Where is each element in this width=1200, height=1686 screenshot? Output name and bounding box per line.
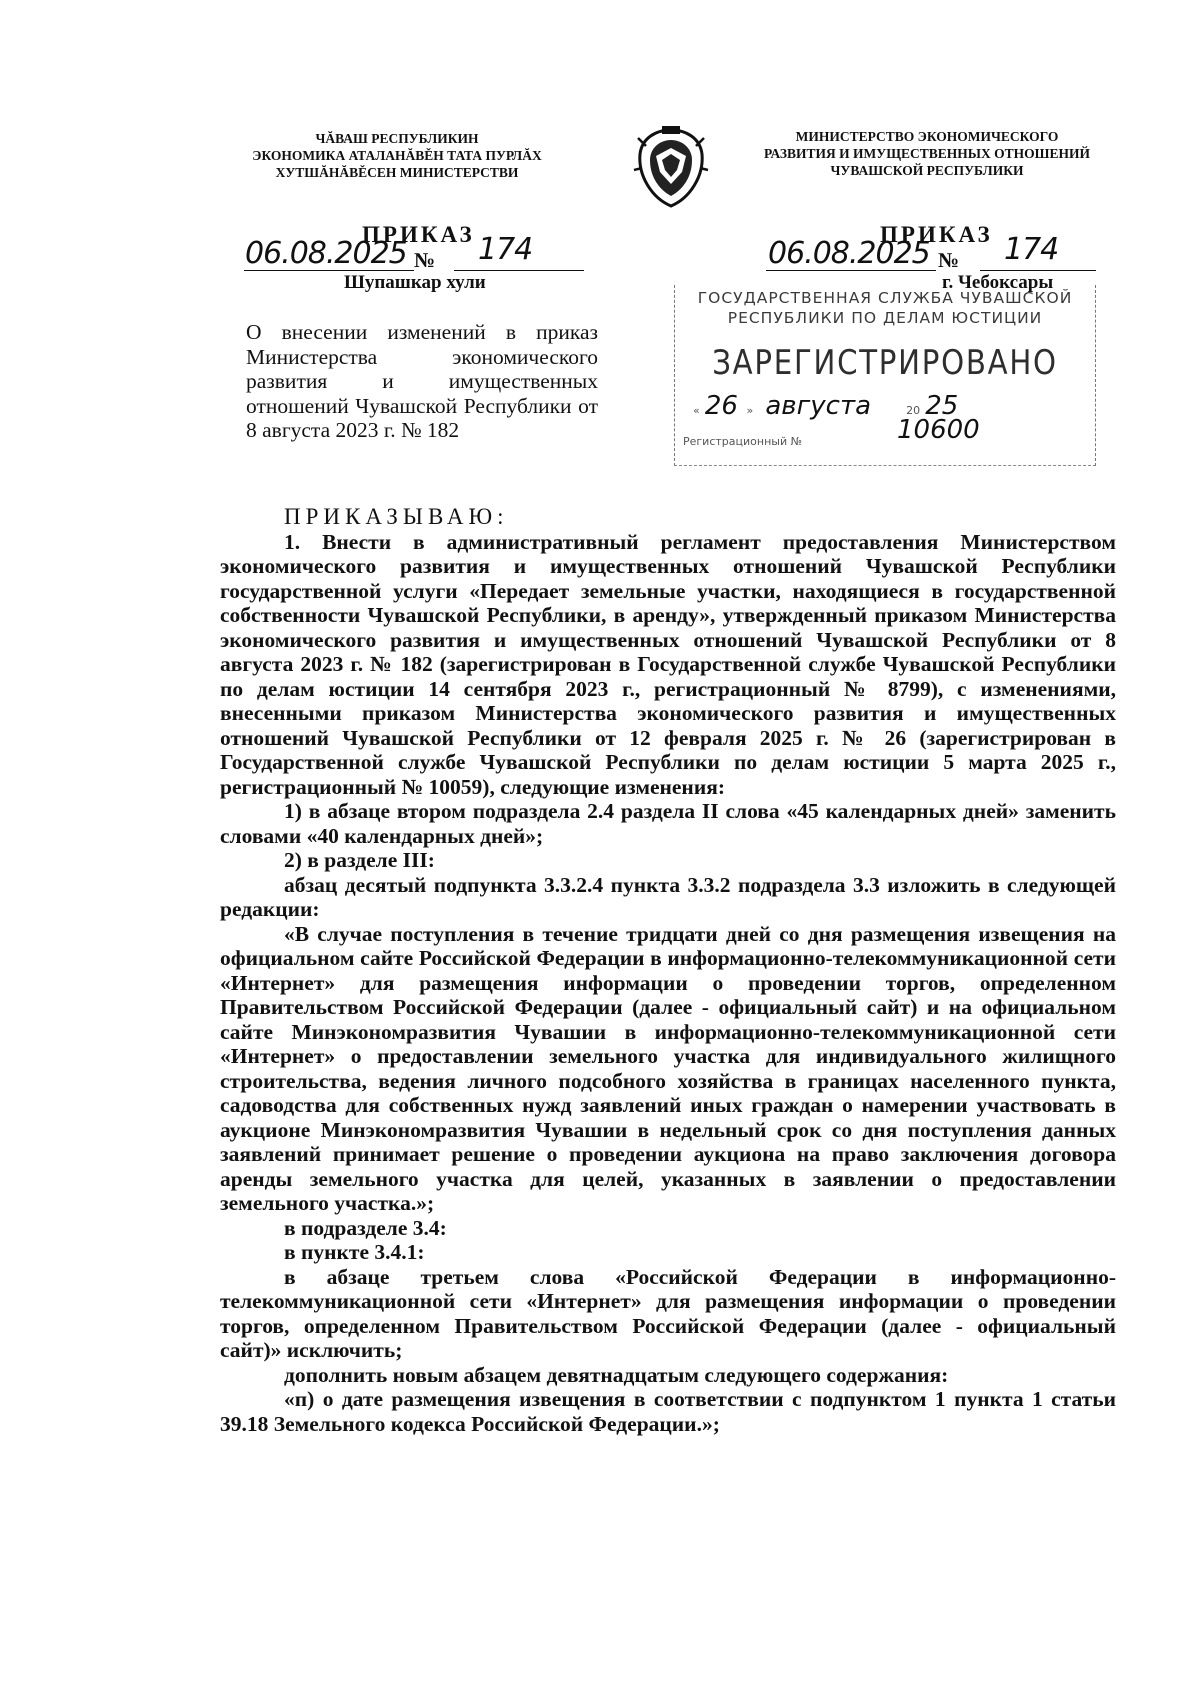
stamp-year-prefix: 20: [906, 404, 921, 417]
body-paragraph: в абзаце третьем слова «Российской Федерации в информационно-телекоммуникационной сети «Интернет» для размещения информации о проведении торгов, определенном Правительством Российской Федерации (далее - официальный сайт)» исключить;: [220, 1264, 1116, 1362]
stamp-day: 26: [704, 391, 738, 421]
number-label-left: №: [414, 248, 436, 272]
number-label-right: №: [938, 248, 960, 272]
body-paragraph: 1) в абзаце втором подраздела 2.4 раздела II слова «45 календарных дней» заменить словами «40 календарных дней»;: [220, 799, 1116, 848]
org-name-chuvash: [232, 130, 562, 181]
org-line: РАЗВИТИЯ И ИМУЩЕСТВЕННЫХ ОТНОШЕНИЙ: [763, 146, 1091, 161]
stamp-reg-number: 10600: [897, 415, 980, 445]
order-word-right: ПРИКАЗ: [880, 222, 993, 247]
body-paragraph: 1. Внести в административный регламент предоставления Министерством экономического развития и имущественных отношений Чувашской Республики государственной услуги «Передает земельные участки, находящиеся в государственной собственности Чувашской Республики, в аренду», утвержденный приказом Министерства экономического развития и имущественных отношений Чувашской Республики от 8 августа 2023 г. № 182 (зарегистрирован в Государственной службе Чувашской Республики по делам юстиции 14 сентября 2023 г., регистрационный № 8799), с изменениями, внесенными приказом Министерства экономического развития и имущественных отношений Чувашской Республики от 12 февраля 2025 г. № 26 (зарегистрирован в Государственной службе Чувашской Республики по делам юстиции 5 марта 2025 г., регистрационный № 10059), следующие изменения:: [220, 529, 1116, 799]
number-underline: [980, 270, 1096, 271]
order-number-right: 174: [1004, 232, 1059, 267]
body-paragraph: 2) в разделе III:: [284, 848, 435, 872]
place-left: Шупашкар хули: [344, 272, 486, 293]
stamp-reg-label: Регистрационный №: [683, 435, 803, 448]
body-paragraph: в пункте 3.4.1:: [284, 1240, 425, 1264]
coat-of-arms-icon: [632, 126, 710, 210]
stamp-year: 25: [925, 391, 959, 421]
order-lead: ПРИКАЗЫВАЮ:: [284, 504, 509, 529]
org-line: ЧУВАШСКОЙ РЕСПУБЛИКИ: [830, 163, 1024, 178]
org-line: МИНИСТЕРСТВО ЭКОНОМИЧЕСКОГО: [795, 129, 1059, 144]
order-date-right: 06.08.2025: [768, 236, 930, 271]
stamp-authority-line2: РЕСПУБЛИКИ ПО ДЕЛАМ ЮСТИЦИИ: [727, 309, 1043, 327]
order-number-left: 174: [478, 232, 533, 267]
org-line: ЧĂВАШ РЕСПУБЛИКИН: [315, 131, 479, 146]
body-paragraph: «п) о дате размещения извещения в соответствии с подпунктом 1 пункта 1 статьи 39.18 Земельного кодекса Российской Федерации.»;: [220, 1387, 1116, 1436]
body-paragraph: дополнить новым абзацем девятнадцатым следующего содержания:: [284, 1362, 949, 1387]
body-paragraph: в подразделе 3.4:: [284, 1215, 447, 1240]
org-name-russian: [742, 128, 1112, 179]
stamp-registered-label: ЗАРЕГИСТРИРОВАНО: [712, 343, 1058, 383]
stamp-month: августа: [765, 391, 872, 421]
document-body: [220, 505, 1116, 1436]
number-underline: [454, 270, 584, 271]
body-paragraph: абзац десятый подпункта 3.3.2.4 пункта 3.3.2 подраздела 3.3 изложить в следующей редакции:: [220, 872, 1116, 921]
order-date-left: 06.08.2025: [245, 236, 407, 271]
order-word-left: ПРИКАЗ: [362, 222, 475, 247]
body-paragraph: «В случае поступления в течение тридцати дней со дня размещения извещения на официальном сайте Российской Федерации в информационно-телекоммуникационной сети «Интернет» для размещения информации о проведении торгов, определенном Правительством Российской Федерации (далее - официальный сайт) и на официальном сайте Минэкономразвития Чувашии в информационно-телекоммуникационной сети «Интернет» о предоставлении земельного участка для индивидуального жилищного строительства, ведения личного подсобного хозяйства в границах населенного пункта, садоводства для собственных нужд заявлений иных граждан о намерении участвовать в аукционе Минэкономразвития Чувашии в недельный срок со дня поступления данных заявлений принимает решение о проведении аукциона на право заключения договора аренды земельного участка для целей, указанных в заявлении о предоставлении земельного участка.»;: [220, 921, 1116, 1215]
org-line: ХУТШĂНĂВĚСЕН МИНИСТЕРСТВИ: [275, 165, 519, 180]
place-right: г. Чебоксары: [942, 272, 1054, 293]
org-line: ЭКОНОМИКА АТАЛАНĂВĚН ТАТА ПУРЛĂХ: [252, 148, 542, 163]
stamp-date-row: « 26 » августа 20 25: [693, 391, 959, 421]
document-title: О внесении изменений в приказ Министерства экономического развития и имущественных отношений Чувашской Республики от 8 августа 2023 г. № 182: [246, 320, 598, 442]
registration-stamp: [674, 285, 1096, 466]
date-underline: [244, 270, 414, 271]
date-underline: [766, 270, 936, 271]
stamp-authority-line1: ГОСУДАРСТВЕННАЯ СЛУЖБА ЧУВАШСКОЙ: [697, 289, 1073, 307]
